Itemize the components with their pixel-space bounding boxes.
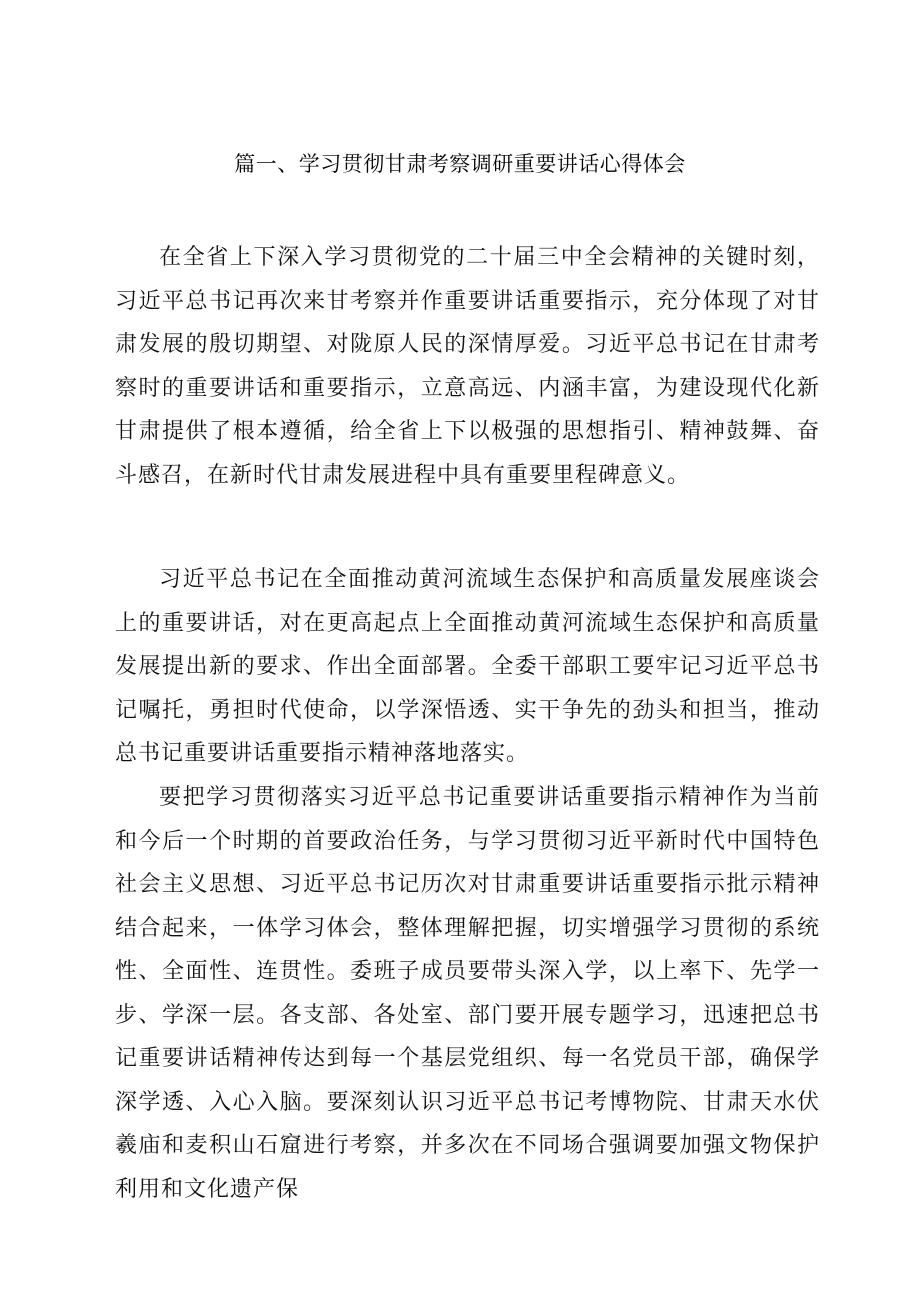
- document-title: 篇一、学习贯彻甘肃考察调研重要讲话心得体会: [234, 152, 686, 176]
- paragraph-3: 要把学习贯彻落实习近平总书记重要讲话重要指示精神作为当前和今后一个时期的首要政治任务，与学习贯彻习近平新时代中国特色社会主义思想、习近平总书记历次对甘肃重要讲话重要指示批示精神结合起来，一体学习体会，整体理解把握，切实增强学习贯彻的系统性、全面性、连贯性。委班子成员要带头深入学，以上率下、先学一步、学深一层。各支部、各处室、部门要开展专题学习，迅速把总书记重要讲话精神传达到每一个基层党组织、每一名党员干部，确保学深学透、入心入脑。要深刻认识习近平总书记考博物院、甘肃天水伏羲庙和麦积山石窟进行考察，并多次在不同场合强调要加强文物保护利用和文化遗产保: [115, 785, 820, 1202]
- paragraph-1: 在全省上下深入学习贯彻党的二十届三中全会精神的关键时刻，习近平总书记再次来甘考察并作重要讲话重要指示，充分体现了对甘肃发展的殷切期望、对陇原人民的深情厚爱。习近平总书记在甘肃考察时的重要讲话和重要指示，立意高远、内涵丰富，为建设现代化新甘肃提供了根本遵循，给全省上下以极强的思想指引、精神鼓舞、奋斗感召，在新时代甘肃发展进程中具有重要里程碑意义。: [115, 245, 820, 488]
- paragraph-2: 习近平总书记在全面推动黄河流域生态保护和高质量发展座谈会上的重要讲话，对在更高起点上全面推动黄河流域生态保护和高质量发展提出新的要求、作出全面部署。全委干部职工要牢记习近平总书记嘱托，勇担时代使命，以学深悟透、实干争先的劲头和担当，推动总书记重要讲话重要指示精神落地落实。: [115, 567, 820, 766]
